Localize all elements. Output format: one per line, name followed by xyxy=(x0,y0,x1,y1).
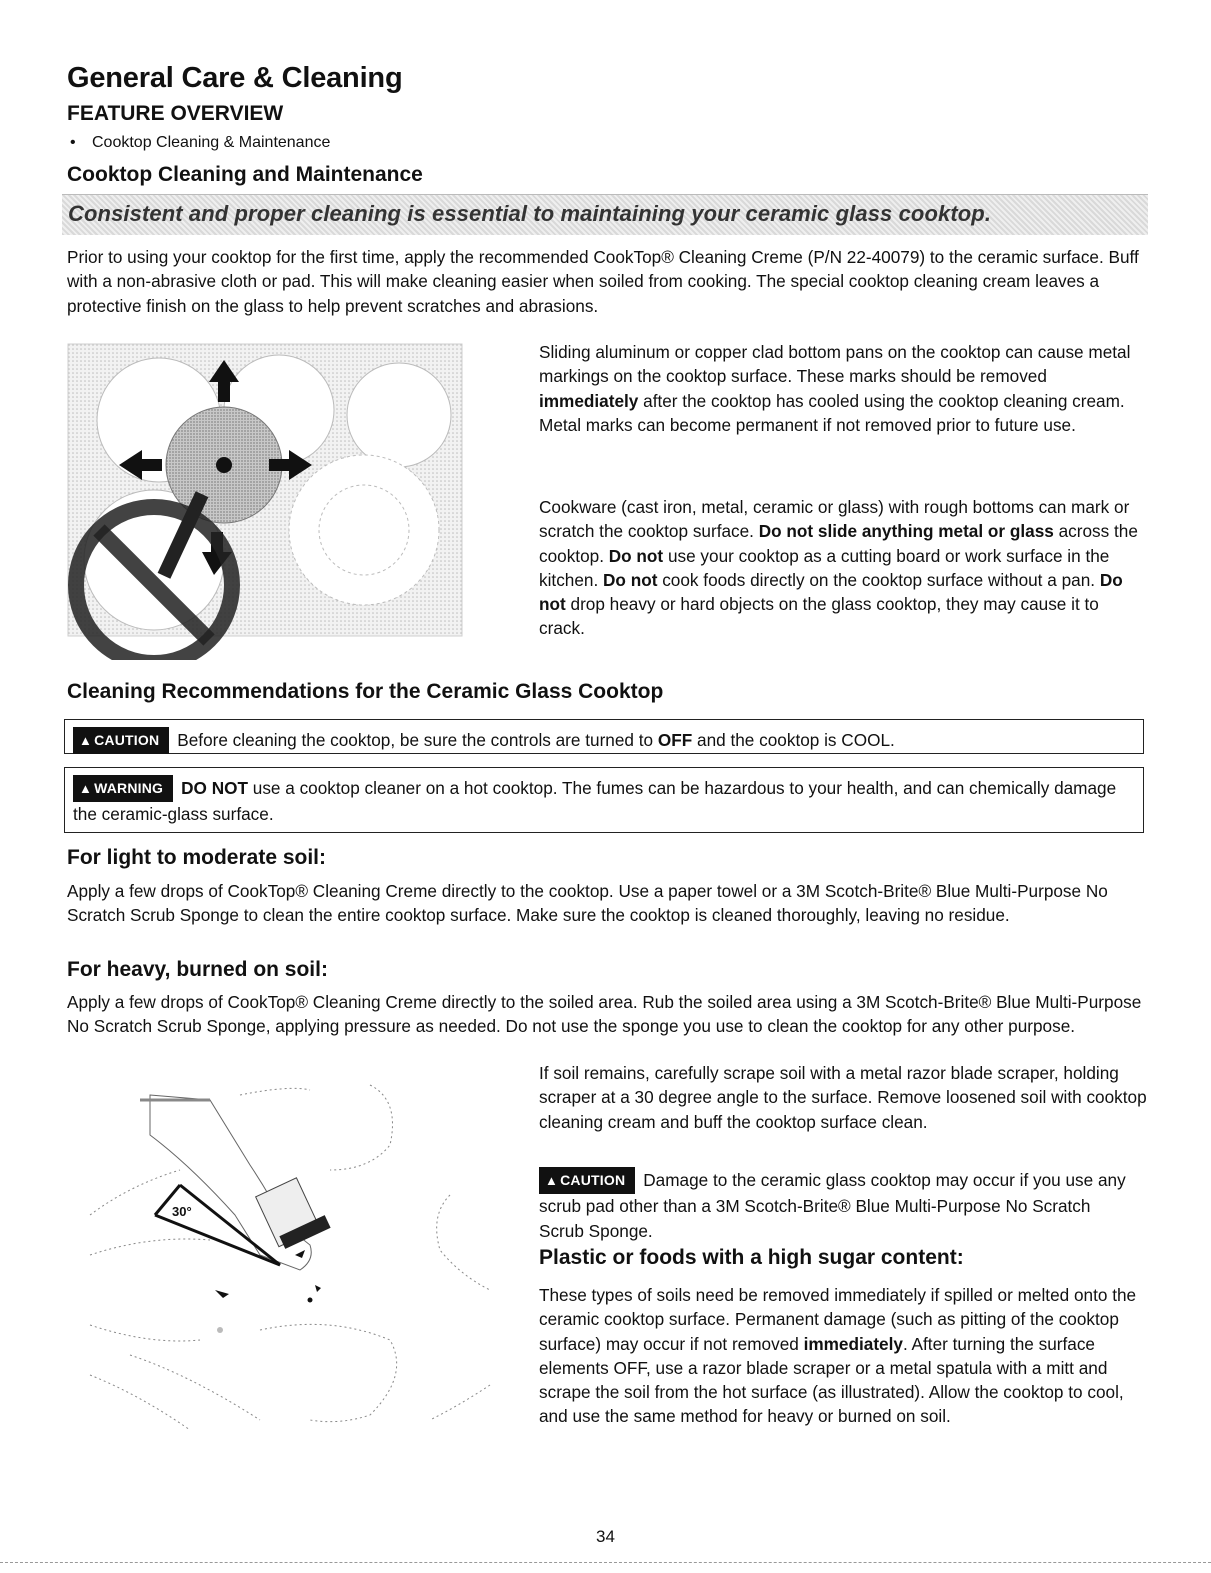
plastic-sugar-heading: Plastic or foods with a high sugar content: xyxy=(539,1246,964,1269)
razor-scraper-illustration xyxy=(70,1075,510,1445)
heavy-soil-paragraph: Apply a few drops of CookTop® Cleaning Creme directly to the soiled area. Rub the soiled area using a 3M Scotch-Brite® Blue Multi-Purpose No Scratch Scrub Sponge, applying pressure as needed. Do not use the sponge you use to clean the cooktop for any other purpose. xyxy=(67,992,1142,1037)
caution-badge: ▲ CAUTION xyxy=(73,727,169,754)
cooktop-no-slide-illustration xyxy=(64,340,466,660)
bullet-icon: • xyxy=(70,134,76,151)
warning-triangle-icon: ▲ xyxy=(79,733,93,748)
page-title: General Care & Cleaning xyxy=(67,62,403,94)
scrape-paragraph: If soil remains, carefully scrape soil with a metal razor blade scraper, holding scraper at a 30 degree angle to the surface. Remove loosened soil with cooktop cleaning cream and buff the cooktop surface clean. xyxy=(539,1063,1147,1132)
feature-list-item xyxy=(70,134,330,152)
caution-badge: ▲ CAUTION xyxy=(539,1167,635,1194)
section-heading-cleaning-recommendations: Cleaning Recommendations for the Ceramic Glass Cooktop xyxy=(67,680,664,703)
section-heading-cooktop-cleaning: Cooktop Cleaning and Maintenance xyxy=(67,163,423,186)
warning-badge: ▲ WARNING xyxy=(73,775,173,802)
page-number: 34 xyxy=(596,1527,615,1546)
light-soil-heading: For light to moderate soil: xyxy=(67,846,327,869)
page-bottom-divider xyxy=(0,1562,1211,1563)
intro-paragraph: Prior to using your cooktop for the first time, apply the recommended CookTop® Cleaning Creme (P/N 22-40079) to the ceramic surface. Buff with a non-abrasive cloth or pad. This will make cleaning easier when soiled from cooking. The special cooktop cleaning cream leaves a protective finish on the glass to help prevent scratches and abrasions. xyxy=(67,247,1139,316)
cookware-paragraph: Cookware (cast iron, metal, ceramic or glass) with rough bottoms can mark or scratch the cooktop surface. Do not slide anything metal or glass across the cooktop. Do not use your cooktop as a cutting board or work surface in the kitchen. Do not cook foods directly on the cooktop surface without a pan. Do not drop heavy or hard objects on the glass cooktop, they may cause it to crack. xyxy=(539,497,1138,639)
banner xyxy=(62,194,1148,235)
warning-triangle-icon: ▲ xyxy=(545,1173,559,1188)
feature-list-label: Cooktop Cleaning & Maintenance xyxy=(92,134,331,151)
sliding-pans-paragraph: Sliding aluminum or copper clad bottom pans on the cooktop can cause metal markings on the cooktop surface. These marks should be removed immediately after the cooktop has cooled using the cooktop cleaning cream. Metal marks can become permanent if not removed prior to future use. xyxy=(539,342,1131,435)
warning-box: ▲ WARNING DO NOT use a cooktop cleaner on a hot cooktop. The fumes can be hazardous to your health, and can chemically damage the ceramic-glass surface. xyxy=(64,767,1144,833)
angle-label: 30° xyxy=(172,1204,192,1219)
banner-text: Consistent and proper cleaning is essential to maintaining your ceramic glass cooktop. xyxy=(68,201,992,226)
warning-triangle-icon: ▲ xyxy=(79,781,93,796)
feature-overview-heading: FEATURE OVERVIEW xyxy=(67,102,284,125)
plastic-sugar-paragraph: These types of soils need be removed immediately if spilled or melted onto the ceramic cooktop surface. Permanent damage (such as pitting of the cooktop surface) may occur if not removed immediately. After turning the surface elements OFF, use a razor blade scraper or a metal spatula with a mitt and scrape the soil from the hot surface (as illustrated). Allow the cooktop to cool, and use the same method for heavy or burned on soil. xyxy=(539,1285,1137,1427)
scrub-pad-caution: ▲ CAUTION Damage to the ceramic glass cooktop may occur if you use any scrub pad other than a 3M Scotch-Brite® Blue Multi-Purpose No Scratch Scrub Sponge. xyxy=(539,1167,1139,1243)
light-soil-paragraph: Apply a few drops of CookTop® Cleaning Creme directly to the cooktop. Use a paper towel or a 3M Scotch-Brite® Blue Multi-Purpose No Scratch Scrub Sponge to clean the entire cooktop surface. Make sure the cooktop is cleaned thoroughly, leaving no residue. xyxy=(67,881,1108,926)
heavy-soil-heading: For heavy, burned on soil: xyxy=(67,958,328,981)
caution-box: ▲ CAUTION Before cleaning the cooktop, be sure the controls are turned to OFF and the cooktop is COOL. xyxy=(64,719,1144,754)
